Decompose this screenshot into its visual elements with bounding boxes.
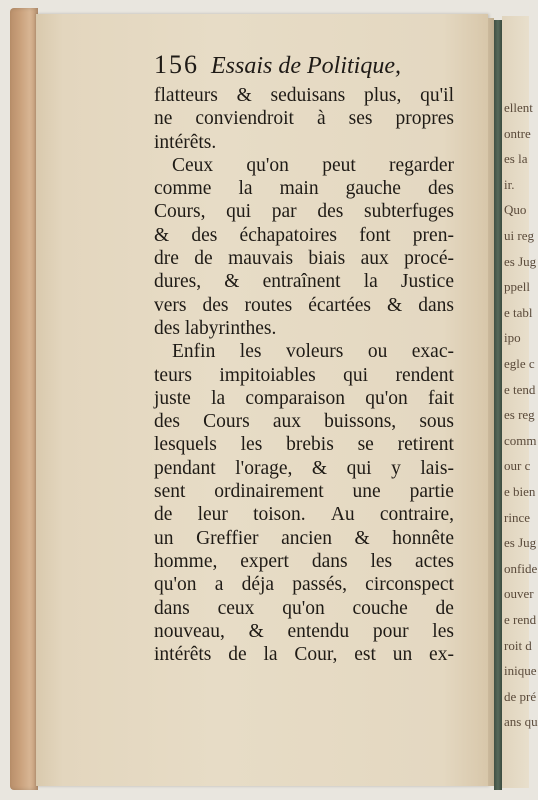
word: & [248, 620, 264, 642]
word: Cour, [294, 644, 338, 666]
text-line [154, 387, 454, 410]
text-line [154, 247, 454, 270]
word: les [240, 434, 263, 456]
word: par [271, 201, 297, 223]
word: Justice [400, 271, 454, 293]
word: peut [322, 154, 356, 176]
word: comme [154, 178, 212, 200]
word: regarder [389, 154, 454, 176]
word: impitoiables [219, 364, 316, 386]
word: de [435, 597, 454, 619]
word: pour [372, 620, 409, 642]
next-page-text-fragment: ellent [504, 100, 533, 115]
word: fait [428, 387, 454, 409]
text-line [154, 457, 454, 480]
word: main [279, 178, 319, 200]
word: flatteurs [154, 85, 218, 106]
word: leur [197, 504, 228, 526]
word: biais [308, 248, 346, 270]
word: entendu [287, 620, 350, 642]
next-page-text-fragment: ppell [504, 279, 530, 295]
word: une [352, 481, 381, 503]
word: vers [154, 294, 187, 316]
word: buissons, [324, 411, 397, 433]
word: ordinairement [214, 481, 324, 503]
word: exac- [411, 341, 454, 363]
next-page-text-fragment: roit d [504, 637, 532, 653]
word: les [432, 620, 454, 642]
text-line [154, 550, 454, 573]
text-line [154, 294, 454, 317]
word: comparaison [245, 387, 346, 409]
word: juste [154, 387, 191, 409]
next-page-text-fragment: onfide [504, 560, 538, 576]
word: qu'on [246, 154, 289, 176]
word: circonspect [365, 574, 454, 596]
word: des [427, 178, 454, 200]
next-page-text-fragment: es reg [504, 407, 535, 423]
text-line [154, 620, 454, 643]
word: qui [343, 364, 369, 386]
text-line [154, 177, 454, 200]
word: a [214, 574, 224, 596]
word: & [311, 457, 328, 479]
word: la [363, 271, 378, 293]
next-page-text-fragment: e tabl [504, 304, 533, 320]
word: rendent [395, 364, 454, 386]
body-text [154, 84, 454, 666]
word: la [211, 387, 226, 409]
text-line [154, 480, 454, 503]
word: des [317, 201, 344, 223]
word: partie [409, 481, 454, 503]
word: ceux [217, 597, 255, 619]
word: qu'on [282, 597, 325, 619]
word: dre [154, 248, 179, 270]
word: qu'il [420, 85, 454, 106]
word: qu'on [154, 574, 197, 596]
word: l'orage, [235, 457, 293, 479]
word: expert [240, 550, 289, 572]
word: contraire, [379, 504, 454, 526]
word: propres [395, 108, 454, 130]
book-spine [10, 8, 38, 790]
text-line: intérêts. [154, 131, 217, 153]
word: actes [414, 550, 454, 572]
word: Au [330, 504, 355, 526]
word: plus, [364, 85, 402, 106]
word: gauche [345, 178, 401, 200]
word: subterfuges [364, 201, 454, 223]
word: de [194, 248, 213, 270]
word: homme, [154, 550, 218, 572]
word: & [354, 527, 370, 549]
word: ne [154, 108, 173, 130]
text-line [154, 107, 454, 130]
word: conviendroit [195, 108, 294, 130]
next-page-text-fragment: ontre [504, 125, 531, 141]
text-line [154, 573, 454, 596]
word: un [154, 527, 174, 549]
text-line [154, 200, 454, 223]
bookmark-ribbon [494, 20, 502, 790]
word: routes [244, 294, 293, 316]
word: nouveau, [154, 620, 225, 642]
next-page-text-fragment: ans qu [504, 714, 538, 730]
word: déja [241, 574, 275, 596]
word: ou [367, 341, 388, 363]
page-header [154, 50, 454, 80]
running-title: Essais de Politique, [211, 53, 401, 79]
next-page-text-fragment: de pré [504, 688, 537, 704]
word: des [202, 294, 229, 316]
word: pendant [154, 457, 216, 479]
next-page-text-fragment: rince [504, 509, 530, 525]
word: Cours, [154, 201, 206, 223]
word: la [263, 644, 278, 666]
word: échapatoires [239, 224, 337, 246]
word: à [316, 108, 326, 130]
word: des [154, 411, 180, 433]
word: qui [346, 457, 372, 479]
word: seduisans [270, 85, 346, 106]
next-page-text-fragment: our c [504, 458, 531, 474]
next-page-text-fragment: es la [504, 151, 528, 167]
text-line [154, 597, 454, 620]
word: les [239, 341, 262, 363]
next-page-text-fragment: e tend [504, 381, 536, 397]
text-line [154, 433, 454, 456]
word: pren- [412, 224, 454, 246]
word: teurs [154, 364, 192, 386]
next-page-text-fragment: Quo [504, 202, 527, 218]
next-page-text-fragment: comm [504, 432, 537, 448]
word: les [370, 550, 393, 572]
word: & [224, 271, 240, 293]
text-line [154, 224, 454, 247]
word: dans [311, 550, 348, 572]
next-page-text-fragment: e rend [504, 612, 537, 627]
word: de [228, 644, 247, 666]
word: sous [419, 411, 454, 433]
word: entraînent [262, 271, 341, 293]
next-page-text-fragment: egle c [504, 356, 535, 371]
word: Enfin [172, 341, 216, 363]
text-line [154, 410, 454, 433]
word: toison. [253, 504, 306, 526]
word: ancien [281, 527, 332, 549]
text-line [154, 364, 454, 387]
next-page-text-fragment: es Jug [504, 253, 537, 269]
text-line [154, 340, 454, 363]
word: voleurs [285, 341, 344, 363]
text-line [154, 84, 454, 107]
next-page-text-fragment: e bien [504, 484, 536, 499]
word: la [238, 178, 253, 200]
word: qui [226, 201, 252, 223]
text-line [154, 643, 454, 666]
right-page-fragment [502, 16, 538, 788]
word: & [387, 294, 403, 316]
word: & [236, 85, 252, 106]
word: & [154, 224, 170, 246]
text-line [154, 154, 454, 177]
word: procé- [404, 248, 454, 270]
word: mauvais [228, 248, 294, 270]
word: Greffier [196, 527, 259, 549]
word: y [391, 457, 401, 479]
next-page-text-fragment: ouver [504, 586, 534, 602]
word: se [357, 434, 374, 456]
word: dures, [154, 271, 202, 293]
word: qu'on [365, 387, 408, 409]
text-line [154, 503, 454, 526]
word: lais- [420, 457, 454, 479]
word: dans [154, 597, 190, 619]
word: passés, [292, 574, 347, 596]
next-page-text-fragment: ipo [504, 330, 521, 346]
text-line: des labyrinthes. [154, 317, 277, 339]
word: est [354, 644, 376, 666]
text-line [154, 527, 454, 550]
word: brebis [286, 434, 334, 456]
word: écartées [308, 294, 371, 316]
word: retirent [397, 434, 454, 456]
word: un [392, 644, 413, 666]
word: sent [154, 481, 186, 503]
next-page-text-fragment: ui reg [504, 228, 534, 243]
text-line [154, 270, 454, 293]
word: ses [348, 108, 373, 130]
word: des [191, 224, 218, 246]
word: dans [418, 294, 454, 316]
next-page-text-fragment: ir. [504, 176, 515, 192]
word: font [359, 224, 391, 246]
word: intérêts [154, 644, 212, 666]
page-number: 156 [154, 50, 199, 79]
word: aux [360, 248, 389, 270]
word: ex- [429, 644, 454, 666]
word: honnête [392, 527, 454, 549]
next-page-text-fragment: inique [504, 663, 537, 679]
word: couche [352, 597, 408, 619]
word: lesquels [154, 434, 217, 456]
word: Ceux [172, 154, 214, 176]
word: Cours [203, 411, 250, 433]
word: de [154, 504, 173, 526]
next-page-text-fragment: es Jug [504, 535, 537, 551]
word: aux [272, 411, 301, 433]
